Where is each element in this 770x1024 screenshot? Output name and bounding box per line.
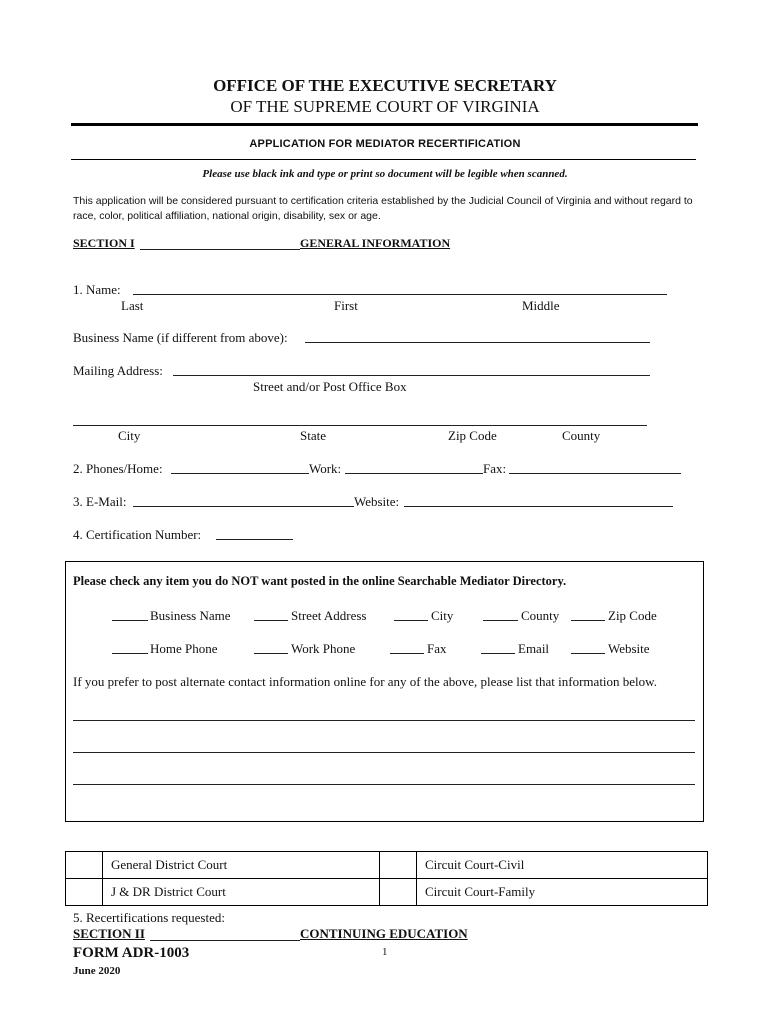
option-county: County xyxy=(521,608,560,623)
name-label: 1. Name: xyxy=(73,282,121,297)
header-line-2: OF THE SUPREME COURT OF VIRGINIA xyxy=(230,97,540,116)
court-circuit-civil: Circuit Court-Civil xyxy=(417,852,708,879)
website-label: Website: xyxy=(354,494,400,509)
title-rule xyxy=(71,159,696,160)
form-title: APPLICATION FOR MEDIATOR RECERTIFICATION xyxy=(249,138,521,150)
state-caption: State xyxy=(300,428,326,443)
section-2-title: CONTINUING EDUCATION xyxy=(300,926,468,941)
fax-label: Fax: xyxy=(483,461,507,476)
court-general-district: General District Court xyxy=(103,852,380,879)
directory-options-box xyxy=(65,561,704,822)
section-2-underline xyxy=(150,940,300,941)
fax-field[interactable] xyxy=(509,473,681,474)
alternate-contact-line-2[interactable] xyxy=(73,752,695,753)
check-fax[interactable] xyxy=(390,653,424,654)
option-zip-code: Zip Code xyxy=(608,608,657,623)
section-1-label: SECTION I xyxy=(73,236,135,250)
check-general-district-court[interactable] xyxy=(66,852,103,879)
home-phone-label: 2. Phones/Home: xyxy=(73,461,163,476)
court-jdr-district: J & DR District Court xyxy=(103,879,380,906)
section-2-label: SECTION II xyxy=(73,926,145,941)
business-name-field[interactable] xyxy=(305,342,650,343)
check-zip-code[interactable] xyxy=(571,620,605,621)
check-circuit-court-civil[interactable] xyxy=(380,852,417,879)
mailing-address-label: Mailing Address: xyxy=(73,363,163,378)
zip-caption: Zip Code xyxy=(448,428,497,443)
mailing-address-field[interactable] xyxy=(173,375,650,376)
option-website: Website xyxy=(608,641,650,656)
work-phone-field[interactable] xyxy=(345,473,483,474)
name-first-caption: First xyxy=(334,298,358,313)
alternate-contact-instruction: If you prefer to post alternate contact information online for any of the above, please list that information below. xyxy=(73,674,657,689)
check-home-phone[interactable] xyxy=(112,653,148,654)
alternate-contact-line-3[interactable] xyxy=(73,784,695,785)
check-business-name[interactable] xyxy=(112,620,148,621)
form-date: June 2020 xyxy=(73,965,121,977)
table-row xyxy=(66,879,708,906)
option-email: Email xyxy=(518,641,550,656)
name-middle-caption: Middle xyxy=(522,298,560,313)
name-last-caption: Last xyxy=(121,298,144,313)
city-state-zip-field[interactable] xyxy=(73,425,647,426)
table-row xyxy=(66,852,708,879)
directory-heading: Please check any item you do NOT want posted in the online Searchable Mediator Directory. xyxy=(73,574,567,588)
business-name-label: Business Name (if different from above): xyxy=(73,330,288,345)
mailing-address-caption: Street and/or Post Office Box xyxy=(253,379,407,394)
recertifications-label: 5. Recertifications requested: xyxy=(73,910,225,925)
check-jdr-district-court[interactable] xyxy=(66,879,103,906)
check-county[interactable] xyxy=(483,620,518,621)
name-field[interactable] xyxy=(133,294,667,295)
alternate-contact-line-1[interactable] xyxy=(73,720,695,721)
check-work-phone[interactable] xyxy=(254,653,288,654)
check-street-address[interactable] xyxy=(254,620,288,621)
city-caption: City xyxy=(118,428,141,443)
check-city[interactable] xyxy=(394,620,428,621)
option-street-address: Street Address xyxy=(291,608,367,623)
instruction-note: Please use black ink and type or print so document will be legible when scanned. xyxy=(202,168,568,180)
check-email[interactable] xyxy=(481,653,515,654)
work-phone-label: Work: xyxy=(309,461,342,476)
option-fax: Fax xyxy=(427,641,447,656)
home-phone-field[interactable] xyxy=(171,473,309,474)
certification-number-label: 4. Certification Number: xyxy=(73,527,202,542)
form-number: FORM ADR-1003 xyxy=(73,945,190,961)
court-circuit-family: Circuit Court-Family xyxy=(417,879,708,906)
page-number: 1 xyxy=(382,946,388,958)
website-field[interactable] xyxy=(404,506,673,507)
check-website[interactable] xyxy=(571,653,605,654)
header-rule xyxy=(71,123,698,126)
court-types-table xyxy=(65,851,708,906)
option-home-phone: Home Phone xyxy=(150,641,218,656)
section-1-title: GENERAL INFORMATION xyxy=(300,236,451,250)
section-1-underline xyxy=(140,249,300,250)
county-caption: County xyxy=(562,428,601,443)
option-city: City xyxy=(431,608,454,623)
header-line-1: OFFICE OF THE EXECUTIVE SECRETARY xyxy=(213,76,557,95)
check-circuit-court-family[interactable] xyxy=(380,879,417,906)
email-field[interactable] xyxy=(133,506,354,507)
option-business-name: Business Name xyxy=(150,608,231,623)
intro-paragraph: This application will be considered pursuant to certification criteria established by the Judicial Council of Virginia and without regard to race, color, political affiliation, national origin, disability, sex or age. xyxy=(73,195,693,222)
email-label: 3. E-Mail: xyxy=(73,494,127,509)
certification-number-field[interactable] xyxy=(216,539,293,540)
option-work-phone: Work Phone xyxy=(291,641,356,656)
